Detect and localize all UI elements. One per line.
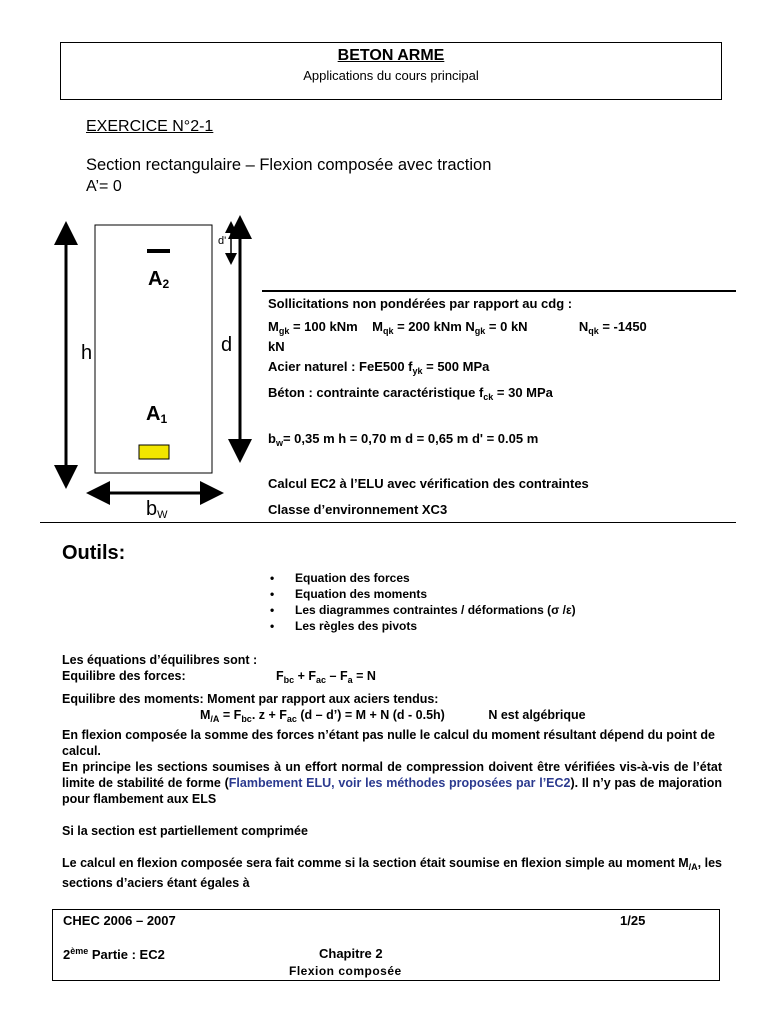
concrete-value: = 30 MPa bbox=[493, 385, 553, 400]
force-eq-plus: + F bbox=[294, 669, 317, 683]
calc-method: Calcul EC2 à l’ELU avec vérification des contraintes bbox=[268, 476, 589, 491]
force-eq-minus: – F bbox=[326, 669, 348, 683]
d-prime-label: d' bbox=[218, 235, 227, 247]
dims-symbol: b bbox=[268, 431, 276, 446]
loads-values bbox=[268, 319, 736, 339]
exercise-condition: A’= 0 bbox=[86, 178, 122, 195]
steel-sub: yk bbox=[412, 366, 423, 376]
outils-item-text: Equation des forces bbox=[295, 571, 410, 585]
outils-item: • Les règles des pivots bbox=[270, 619, 418, 633]
bw-label-text: b bbox=[146, 498, 158, 520]
footer-page: 1/25 bbox=[620, 913, 646, 928]
force-eq-end: = N bbox=[352, 669, 376, 683]
outils-heading: Outils: bbox=[62, 542, 126, 564]
ngk-sub: gk bbox=[474, 326, 486, 336]
outils-item: • Equation des moments bbox=[270, 587, 428, 601]
concrete-spec bbox=[268, 385, 736, 405]
moment-eq-msub: /A bbox=[210, 714, 220, 724]
outils-item: • Equation des forces bbox=[270, 571, 410, 585]
mqk-value: = 200 kNm N bbox=[393, 319, 475, 334]
mgk-symbol: M bbox=[268, 319, 279, 334]
method-text: Le calcul en flexion composée sera fait comme si la section était soumise en flexion simple au moment M bbox=[62, 856, 689, 870]
mqk-symbol: M bbox=[372, 319, 383, 334]
method-sub: /A bbox=[688, 862, 698, 872]
steel-text: Acier naturel : FeE500 f bbox=[268, 359, 413, 374]
force-equilibrium bbox=[62, 668, 722, 688]
footer-course: CHEC 2006 – 2007 bbox=[63, 913, 176, 928]
nqk-sub: qk bbox=[588, 326, 599, 336]
footer-part-text: Partie : EC2 bbox=[88, 947, 165, 962]
body-text bbox=[62, 652, 722, 891]
a2-steel-bar bbox=[147, 249, 170, 253]
outils-list bbox=[270, 570, 576, 634]
outils-item-text: Les règles des pivots bbox=[295, 619, 418, 633]
outils-item-text: Les diagrammes contraintes / déformations (σ /ε) bbox=[295, 603, 576, 617]
exercise-number: EXERCICE N°2-1 bbox=[86, 118, 214, 135]
exercise-title: Section rectangulaire – Flexion composée avec traction bbox=[86, 156, 492, 174]
bw-label-sub: W bbox=[157, 509, 168, 521]
paragraph-resultant-moment: En flexion composée la somme des forces n’étant pas nulle le calcul du moment résultant dépend du point de calcul. bbox=[62, 728, 715, 758]
buckling-text: En principe les sections soumises à un effort normal de compression doivent être vérifiées vis-à-vis de l’état limite de stabilité de forme ( bbox=[62, 760, 722, 790]
moment-eq-note: N est algébrique bbox=[488, 708, 586, 722]
d-label: d bbox=[221, 334, 233, 356]
header-box bbox=[60, 42, 722, 100]
force-eq-f: F bbox=[276, 669, 284, 683]
mgk-sub: gk bbox=[278, 326, 290, 336]
outils-item: • Les diagrammes contraintes / déformations (σ /ε) bbox=[270, 603, 576, 617]
moment-equilibrium-heading: Equilibre des moments: Moment par rapport aux aciers tendus: bbox=[62, 692, 439, 706]
nqk-value: = -1450 bbox=[598, 319, 647, 334]
document-subtitle: Applications du cours principal bbox=[303, 68, 479, 83]
footer-part-sup: ème bbox=[70, 946, 89, 956]
a1-label-sub: 1 bbox=[160, 412, 168, 426]
paragraph-method bbox=[62, 855, 722, 891]
moment-eq-bsub: ac bbox=[286, 714, 297, 724]
bw-label bbox=[146, 498, 168, 521]
a2-label-text: A bbox=[148, 268, 163, 290]
force-eq-label: Equilibre des forces: bbox=[62, 669, 186, 683]
a2-label-sub: 2 bbox=[162, 277, 170, 291]
a1-label bbox=[146, 403, 167, 426]
data-block-bottom-rule bbox=[40, 522, 736, 523]
data-block bbox=[268, 296, 736, 518]
equilibrium-intro: Les équations d’équilibres sont : bbox=[62, 653, 258, 667]
moment-eq-a: = F bbox=[219, 708, 242, 722]
moment-eq-asub: bc bbox=[241, 714, 252, 724]
concrete-text: Béton : contrainte caractéristique f bbox=[268, 385, 484, 400]
buckling-link[interactable]: Flambement ELU, voir les méthodes proposées par l’EC2 bbox=[228, 776, 571, 790]
footer-chapter: Chapitre 2 bbox=[319, 946, 383, 961]
dims-sub: w bbox=[275, 438, 283, 448]
footer-part-num: 2 bbox=[63, 947, 71, 962]
footer-part bbox=[63, 946, 165, 962]
steel-spec bbox=[268, 359, 736, 379]
moment-eq-b: . z + F bbox=[251, 708, 287, 722]
a1-label-text: A bbox=[146, 403, 161, 425]
moment-eq-c: (d – d’) = M + N (d - 0.5h) bbox=[296, 708, 445, 722]
paragraph-buckling bbox=[62, 759, 722, 807]
mgk-value: = 100 kNm bbox=[289, 319, 358, 334]
dims-value: = 0,35 m h = 0,70 m d = 0,65 m d' = 0.05 m bbox=[282, 431, 539, 446]
method-text-end: , les sections d’aciers étant égales à bbox=[62, 856, 722, 890]
kn-unit: kN bbox=[268, 339, 285, 354]
data-block-top-rule bbox=[262, 290, 736, 292]
a2-label bbox=[148, 268, 169, 291]
footer-chapter-title: Flexion composée bbox=[289, 964, 402, 978]
buckling-text-end: ). Il n’y pas de majoration pour flambement aux ELS bbox=[62, 776, 722, 806]
outils-item-text: Equation des moments bbox=[295, 587, 428, 601]
paragraph-partial: Si la section est partiellement comprimée bbox=[62, 824, 308, 838]
force-eq-sub1: bc bbox=[283, 675, 295, 685]
concrete-sub: ck bbox=[483, 392, 494, 402]
section-outline bbox=[95, 225, 212, 473]
h-label: h bbox=[81, 342, 93, 364]
dimensions bbox=[268, 431, 736, 451]
moment-eq-m: M bbox=[200, 708, 211, 722]
force-eq-sub3: a bbox=[347, 675, 353, 685]
document-title: BETON ARME bbox=[337, 47, 445, 64]
mqk-sub: qk bbox=[382, 326, 394, 336]
force-eq-sub2: ac bbox=[316, 675, 327, 685]
steel-value: = 500 MPa bbox=[422, 359, 490, 374]
moment-equation bbox=[62, 707, 722, 727]
nqk-symbol: N bbox=[578, 319, 589, 334]
footer-box bbox=[52, 909, 720, 981]
section-diagram bbox=[40, 215, 270, 525]
loads-heading: Sollicitations non pondérées par rapport au cdg : bbox=[268, 296, 573, 311]
a1-steel-bar bbox=[139, 445, 169, 459]
ngk-value: = 0 kN bbox=[485, 319, 528, 334]
environment-class: Classe d’environnement XC3 bbox=[268, 502, 448, 517]
